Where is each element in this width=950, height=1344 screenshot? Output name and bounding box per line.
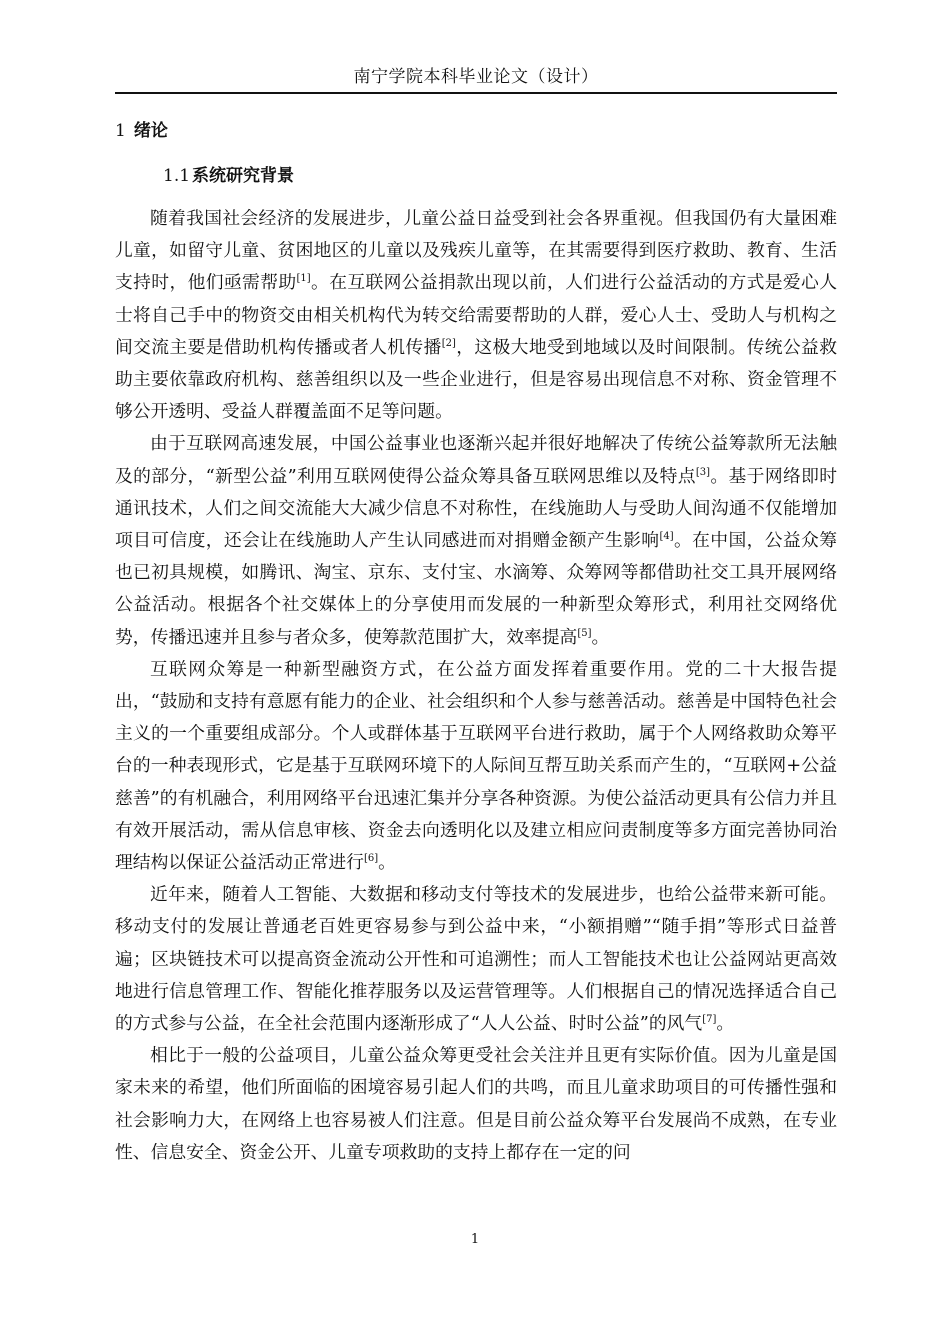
citation-marker: [2] (441, 337, 456, 349)
paragraph-text: 。在中国，公益众筹也已初具规模，如腾讯、淘宝、京东、支付宝、水滴筹、众筹网等都借助社交工具开展网络公益活动。根据各个社交媒体上的分享使用而发展的一种新型众筹形式，利用社交网络优势，传播迅速并且参与者众多，使筹款范围扩大，效率提高 (115, 530, 837, 648)
paragraph-text: 互联网众筹是一种新型融资方式，在公益方面发挥着重要作用。党的二十大报告提出，“鼓励和支持有意愿有能力的企业、社会组织和个人参与慈善活动。慈善是中国特色社会主义的一个重要组成部分。个人或群体基于互联网平台进行救助，属于个人网络救助众筹平台的一种表现形式，它是基于互联网环境下的人际间互帮互助关系而产生的，“互联网+公益慈善”的有机融合，利用网络平台迅速汇集并分享各种资源。为使公益活动更具有公信力并且有效开展活动，需从信息审核、资金去向透明化以及建立相应问责制度等多方面完善协同治理结构以保证公益活动正常进行 (115, 658, 837, 874)
paragraph-text: 由于互联网高速发展，中国公益事业也逐渐兴起并很好地解决了传统公益筹款所无法触及的部分，“新型公益”利用互联网使得公益众筹具备互联网思维以及特点 (115, 433, 837, 487)
citation-marker: [7] (702, 1014, 717, 1026)
citation-marker: [6] (363, 853, 379, 865)
paragraph-text: 。 (591, 626, 610, 648)
citation-marker: [1] (296, 273, 311, 285)
body-text (115, 203, 837, 1169)
paragraph-1 (115, 203, 837, 428)
page-header: 南宁学院本科毕业论文（设计） (353, 67, 599, 87)
paragraph-text: 近年来，随着人工智能、大数据和移动支付等技术的发展进步，也给公益带来新可能。移动支付的发展让普通老百姓更容易参与到公益中来，“小额捐赠”“随手捐”等形式日益普遍；区块链技术可以提高资金流动公开性和可追溯性；而人工智能技术也让公益网站更高效地进行信息管理工作、智能化推荐服务以及运营管理等。人们根据自己的情况选择适合自己的方式参与公益，在全社会范围内逐渐形成了“人人公益、时时公益”的风气 (115, 884, 837, 1035)
paragraph-5 (115, 1040, 837, 1169)
section-title: 系统研究背景 (192, 166, 295, 186)
header-rule (115, 92, 837, 94)
section-heading (163, 163, 294, 189)
chapter-number: 1 (115, 121, 126, 141)
chapter-heading (115, 118, 168, 144)
section-number: 1.1 (163, 166, 191, 186)
paragraph-text: 。基于网络即时通讯技术，人们之间交流能大大减少信息不对称性，在线施助人与受助人间沟通不仅能增加项目可信度，还会让在线施助人产生认同感进而对捐赠金额产生影响 (115, 465, 837, 552)
paragraph-text: 。 (378, 852, 396, 874)
paragraph-text: 。 (716, 1013, 735, 1035)
chapter-title: 绪论 (133, 121, 168, 141)
citation-marker: [3] (695, 466, 711, 478)
paragraph-3 (115, 654, 837, 879)
page-number: 1 (470, 1232, 480, 1247)
citation-marker: [4] (659, 531, 674, 543)
paragraph-text: 相比于一般的公益项目，儿童公益众筹更受社会关注并且更有实际价值。因为儿童是国家未来的希望，他们所面临的困境容易引起人们的共鸣，而且儿童求助项目的可传播性强和社会影响力大，在网络上也容易被人们注意。但是目前公益众筹平台发展尚不成熟，在专业性、信息安全、资金公开、儿童专项救助的支持上都存在一定的问 (115, 1045, 837, 1163)
paragraph-text: ，这极大地受到地域以及时间限制。传统公益救助主要依靠政府机构、慈善组织以及一些企业进行，但是容易出现信息不对称、资金管理不够公开透明、受益人群覆盖面不足等问题。 (115, 336, 837, 423)
paragraph-text: 随着我国社会经济的发展进步，儿童公益日益受到社会各界重视。但我国仍有大量困难儿童，如留守儿童、贫困地区的儿童以及残疾儿童等，在其需要得到医疗救助、教育、生活支持时，他们亟需帮助 (115, 208, 837, 294)
paragraph-text: 。在互联网公益捐款出现以前，人们进行公益活动的方式是爱心人士将自己手中的物资交由相关机构代为转交给需要帮助的人群，爱心人士、受助人与机构之间交流主要是借助机构传播或者人机传播 (115, 272, 837, 358)
citation-marker: [5] (577, 627, 592, 639)
paragraph-4 (115, 879, 837, 1040)
paragraph-2 (115, 428, 837, 653)
